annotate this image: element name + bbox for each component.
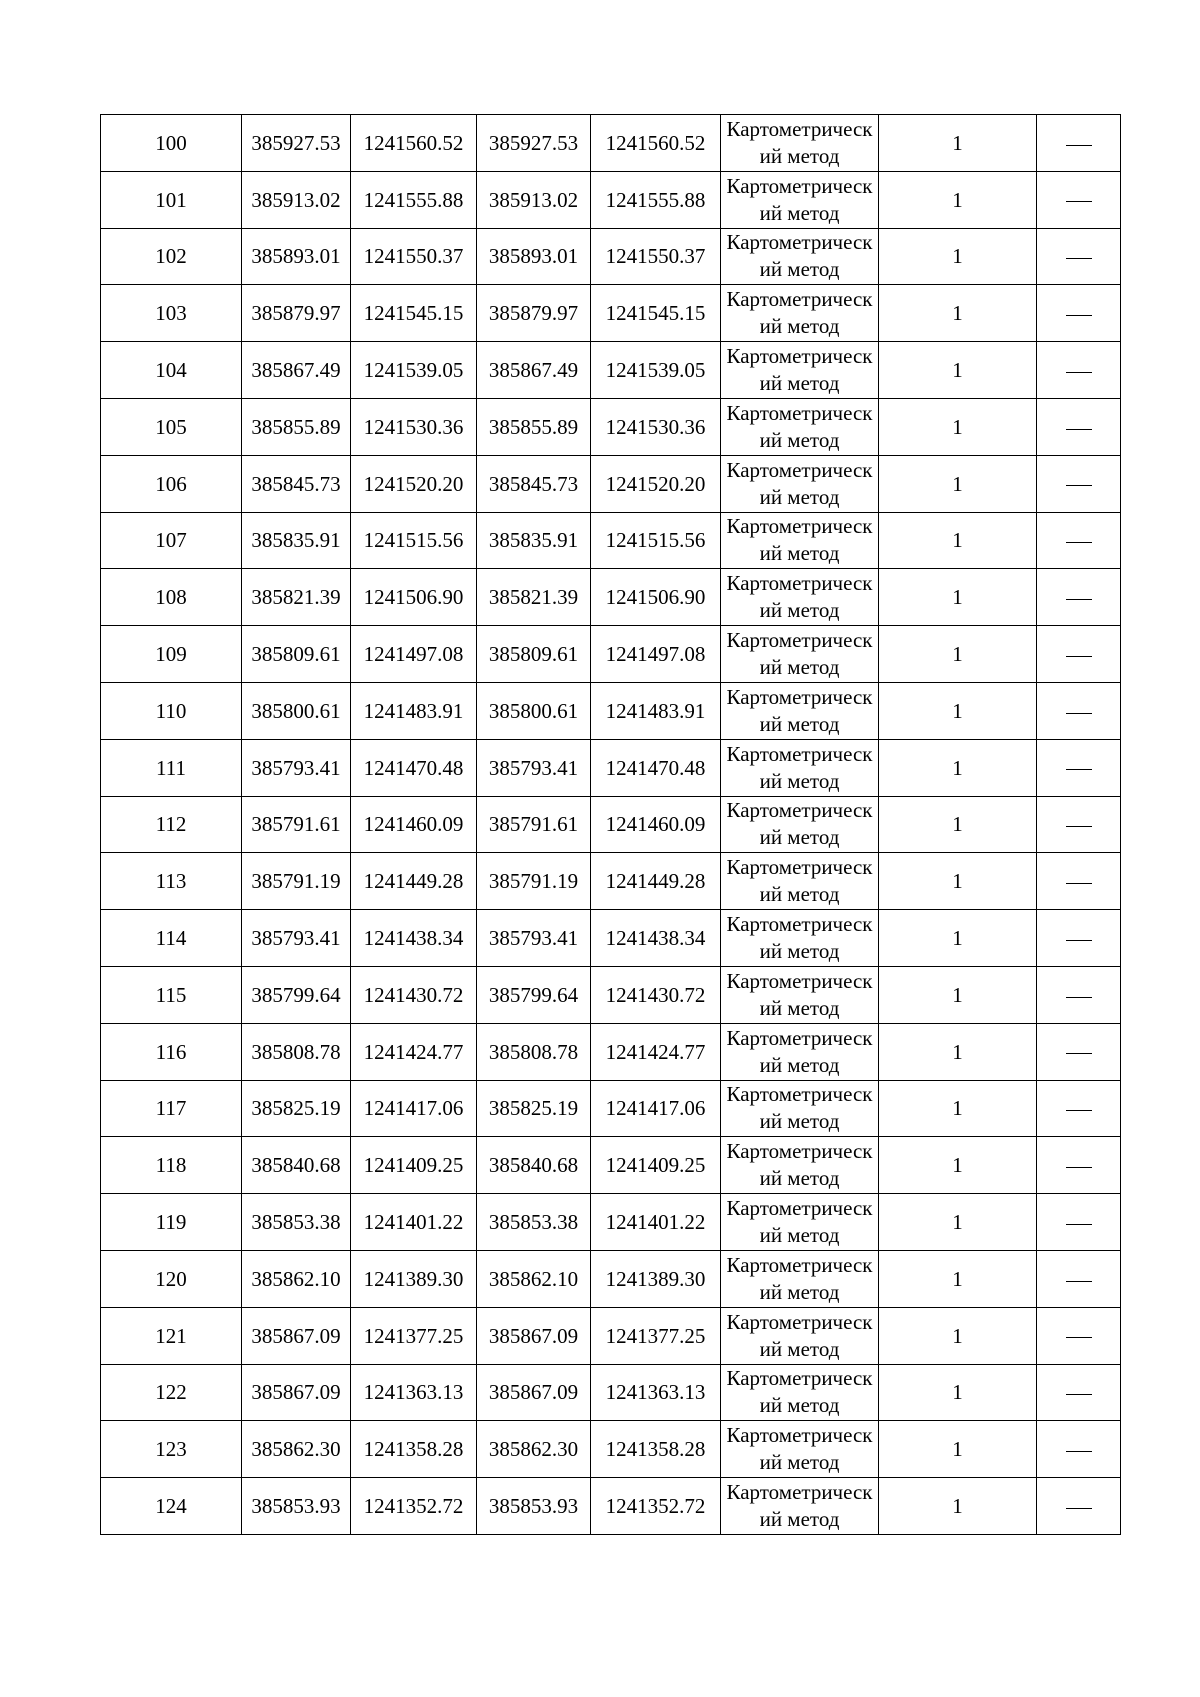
updated-y-coordinate-cell: 1241377.25 xyxy=(591,1307,721,1364)
existing-y-coordinate-cell: 1241449.28 xyxy=(351,853,477,910)
point-number-cell: 113 xyxy=(101,853,242,910)
dash-mark xyxy=(1066,485,1092,486)
note-cell xyxy=(1037,115,1121,172)
method-cell: Картометрический метод xyxy=(721,910,879,967)
dash-mark xyxy=(1066,769,1092,770)
existing-x-coordinate-cell: 385867.49 xyxy=(242,342,351,399)
table-row xyxy=(101,512,1121,569)
updated-x-coordinate-cell: 385855.89 xyxy=(477,398,591,455)
method-cell: Картометрический метод xyxy=(721,512,879,569)
dash-mark xyxy=(1066,883,1092,884)
method-cell: Картометрический метод xyxy=(721,455,879,512)
method-cell: Картометрический метод xyxy=(721,796,879,853)
accuracy-cell: 1 xyxy=(879,1364,1037,1421)
method-cell: Картометрический метод xyxy=(721,1194,879,1251)
existing-x-coordinate-cell: 385853.38 xyxy=(242,1194,351,1251)
note-cell xyxy=(1037,228,1121,285)
method-cell: Картометрический метод xyxy=(721,853,879,910)
note-cell xyxy=(1037,569,1121,626)
updated-x-coordinate-cell: 385853.93 xyxy=(477,1478,591,1535)
note-cell xyxy=(1037,455,1121,512)
existing-y-coordinate-cell: 1241401.22 xyxy=(351,1194,477,1251)
note-cell xyxy=(1037,796,1121,853)
updated-y-coordinate-cell: 1241555.88 xyxy=(591,171,721,228)
updated-y-coordinate-cell: 1241539.05 xyxy=(591,342,721,399)
existing-x-coordinate-cell: 385862.10 xyxy=(242,1250,351,1307)
accuracy-cell: 1 xyxy=(879,285,1037,342)
accuracy-cell: 1 xyxy=(879,512,1037,569)
point-number-cell: 123 xyxy=(101,1421,242,1478)
point-number-cell: 118 xyxy=(101,1137,242,1194)
accuracy-cell: 1 xyxy=(879,171,1037,228)
point-number-cell: 105 xyxy=(101,398,242,455)
note-cell xyxy=(1037,1023,1121,1080)
updated-y-coordinate-cell: 1241449.28 xyxy=(591,853,721,910)
updated-y-coordinate-cell: 1241438.34 xyxy=(591,910,721,967)
accuracy-cell: 1 xyxy=(879,739,1037,796)
updated-y-coordinate-cell: 1241530.36 xyxy=(591,398,721,455)
point-number-cell: 112 xyxy=(101,796,242,853)
table-row xyxy=(101,1421,1121,1478)
updated-x-coordinate-cell: 385825.19 xyxy=(477,1080,591,1137)
table-row xyxy=(101,966,1121,1023)
note-cell xyxy=(1037,910,1121,967)
accuracy-cell: 1 xyxy=(879,455,1037,512)
note-cell xyxy=(1037,1137,1121,1194)
accuracy-cell: 1 xyxy=(879,1194,1037,1251)
table-row xyxy=(101,626,1121,683)
existing-x-coordinate-cell: 385791.19 xyxy=(242,853,351,910)
table-row xyxy=(101,1307,1121,1364)
method-cell: Картометрический метод xyxy=(721,398,879,455)
table-row xyxy=(101,171,1121,228)
updated-x-coordinate-cell: 385800.61 xyxy=(477,682,591,739)
updated-y-coordinate-cell: 1241545.15 xyxy=(591,285,721,342)
note-cell xyxy=(1037,626,1121,683)
existing-y-coordinate-cell: 1241358.28 xyxy=(351,1421,477,1478)
note-cell xyxy=(1037,1080,1121,1137)
updated-x-coordinate-cell: 385809.61 xyxy=(477,626,591,683)
dash-mark xyxy=(1066,542,1092,543)
existing-y-coordinate-cell: 1241545.15 xyxy=(351,285,477,342)
table-row xyxy=(101,1080,1121,1137)
point-number-cell: 107 xyxy=(101,512,242,569)
table-row xyxy=(101,1137,1121,1194)
accuracy-cell: 1 xyxy=(879,1307,1037,1364)
method-cell: Картометрический метод xyxy=(721,115,879,172)
method-cell: Картометрический метод xyxy=(721,342,879,399)
existing-y-coordinate-cell: 1241560.52 xyxy=(351,115,477,172)
existing-y-coordinate-cell: 1241460.09 xyxy=(351,796,477,853)
table-row xyxy=(101,1023,1121,1080)
existing-y-coordinate-cell: 1241515.56 xyxy=(351,512,477,569)
point-number-cell: 119 xyxy=(101,1194,242,1251)
updated-y-coordinate-cell: 1241352.72 xyxy=(591,1478,721,1535)
updated-x-coordinate-cell: 385791.19 xyxy=(477,853,591,910)
updated-y-coordinate-cell: 1241497.08 xyxy=(591,626,721,683)
accuracy-cell: 1 xyxy=(879,682,1037,739)
table-row xyxy=(101,115,1121,172)
note-cell xyxy=(1037,1421,1121,1478)
updated-x-coordinate-cell: 385793.41 xyxy=(477,739,591,796)
updated-x-coordinate-cell: 385835.91 xyxy=(477,512,591,569)
method-cell: Картометрический метод xyxy=(721,626,879,683)
accuracy-cell: 1 xyxy=(879,1478,1037,1535)
note-cell xyxy=(1037,682,1121,739)
dash-mark xyxy=(1066,315,1092,316)
method-cell: Картометрический метод xyxy=(721,1307,879,1364)
point-number-cell: 117 xyxy=(101,1080,242,1137)
existing-y-coordinate-cell: 1241506.90 xyxy=(351,569,477,626)
existing-x-coordinate-cell: 385808.78 xyxy=(242,1023,351,1080)
accuracy-cell: 1 xyxy=(879,342,1037,399)
updated-y-coordinate-cell: 1241520.20 xyxy=(591,455,721,512)
dash-mark xyxy=(1066,1337,1092,1338)
updated-x-coordinate-cell: 385867.09 xyxy=(477,1307,591,1364)
existing-y-coordinate-cell: 1241430.72 xyxy=(351,966,477,1023)
dash-mark xyxy=(1066,1451,1092,1452)
dash-mark xyxy=(1066,997,1092,998)
dash-mark xyxy=(1066,1167,1092,1168)
dash-mark xyxy=(1066,1224,1092,1225)
existing-x-coordinate-cell: 385821.39 xyxy=(242,569,351,626)
updated-y-coordinate-cell: 1241358.28 xyxy=(591,1421,721,1478)
dash-mark xyxy=(1066,599,1092,600)
method-cell: Картометрический метод xyxy=(721,739,879,796)
point-number-cell: 121 xyxy=(101,1307,242,1364)
existing-y-coordinate-cell: 1241363.13 xyxy=(351,1364,477,1421)
existing-y-coordinate-cell: 1241497.08 xyxy=(351,626,477,683)
existing-x-coordinate-cell: 385913.02 xyxy=(242,171,351,228)
existing-y-coordinate-cell: 1241483.91 xyxy=(351,682,477,739)
dash-mark xyxy=(1066,201,1092,202)
accuracy-cell: 1 xyxy=(879,1080,1037,1137)
table-row xyxy=(101,910,1121,967)
updated-y-coordinate-cell: 1241417.06 xyxy=(591,1080,721,1137)
method-cell: Картометрический метод xyxy=(721,1478,879,1535)
point-number-cell: 124 xyxy=(101,1478,242,1535)
updated-x-coordinate-cell: 385840.68 xyxy=(477,1137,591,1194)
table-row xyxy=(101,228,1121,285)
updated-y-coordinate-cell: 1241424.77 xyxy=(591,1023,721,1080)
table-row xyxy=(101,455,1121,512)
accuracy-cell: 1 xyxy=(879,626,1037,683)
existing-x-coordinate-cell: 385793.41 xyxy=(242,739,351,796)
updated-y-coordinate-cell: 1241550.37 xyxy=(591,228,721,285)
existing-x-coordinate-cell: 385799.64 xyxy=(242,966,351,1023)
updated-y-coordinate-cell: 1241460.09 xyxy=(591,796,721,853)
accuracy-cell: 1 xyxy=(879,228,1037,285)
table-row xyxy=(101,569,1121,626)
accuracy-cell: 1 xyxy=(879,966,1037,1023)
dash-mark xyxy=(1066,1508,1092,1509)
table-row xyxy=(101,796,1121,853)
updated-x-coordinate-cell: 385853.38 xyxy=(477,1194,591,1251)
existing-x-coordinate-cell: 385867.09 xyxy=(242,1364,351,1421)
point-number-cell: 102 xyxy=(101,228,242,285)
existing-x-coordinate-cell: 385809.61 xyxy=(242,626,351,683)
existing-y-coordinate-cell: 1241409.25 xyxy=(351,1137,477,1194)
dash-mark xyxy=(1066,145,1092,146)
table-row xyxy=(101,1364,1121,1421)
existing-x-coordinate-cell: 385927.53 xyxy=(242,115,351,172)
point-number-cell: 106 xyxy=(101,455,242,512)
point-number-cell: 104 xyxy=(101,342,242,399)
updated-y-coordinate-cell: 1241470.48 xyxy=(591,739,721,796)
existing-x-coordinate-cell: 385800.61 xyxy=(242,682,351,739)
accuracy-cell: 1 xyxy=(879,853,1037,910)
updated-y-coordinate-cell: 1241389.30 xyxy=(591,1250,721,1307)
table-row xyxy=(101,1478,1121,1535)
existing-y-coordinate-cell: 1241470.48 xyxy=(351,739,477,796)
method-cell: Картометрический метод xyxy=(721,285,879,342)
updated-y-coordinate-cell: 1241430.72 xyxy=(591,966,721,1023)
method-cell: Картометрический метод xyxy=(721,228,879,285)
note-cell xyxy=(1037,1194,1121,1251)
point-number-cell: 109 xyxy=(101,626,242,683)
existing-y-coordinate-cell: 1241438.34 xyxy=(351,910,477,967)
point-number-cell: 115 xyxy=(101,966,242,1023)
table-row xyxy=(101,739,1121,796)
table-row xyxy=(101,342,1121,399)
note-cell xyxy=(1037,739,1121,796)
dash-mark xyxy=(1066,1394,1092,1395)
note-cell xyxy=(1037,1478,1121,1535)
updated-y-coordinate-cell: 1241506.90 xyxy=(591,569,721,626)
table-row xyxy=(101,285,1121,342)
dash-mark xyxy=(1066,429,1092,430)
accuracy-cell: 1 xyxy=(879,115,1037,172)
dash-mark xyxy=(1066,1281,1092,1282)
dash-mark xyxy=(1066,1053,1092,1054)
point-number-cell: 111 xyxy=(101,739,242,796)
point-number-cell: 110 xyxy=(101,682,242,739)
existing-y-coordinate-cell: 1241520.20 xyxy=(351,455,477,512)
dash-mark xyxy=(1066,258,1092,259)
dash-mark xyxy=(1066,713,1092,714)
note-cell xyxy=(1037,512,1121,569)
existing-x-coordinate-cell: 385893.01 xyxy=(242,228,351,285)
accuracy-cell: 1 xyxy=(879,1137,1037,1194)
existing-y-coordinate-cell: 1241539.05 xyxy=(351,342,477,399)
updated-y-coordinate-cell: 1241409.25 xyxy=(591,1137,721,1194)
updated-x-coordinate-cell: 385867.09 xyxy=(477,1364,591,1421)
point-number-cell: 122 xyxy=(101,1364,242,1421)
existing-x-coordinate-cell: 385840.68 xyxy=(242,1137,351,1194)
point-number-cell: 116 xyxy=(101,1023,242,1080)
existing-y-coordinate-cell: 1241555.88 xyxy=(351,171,477,228)
point-number-cell: 101 xyxy=(101,171,242,228)
accuracy-cell: 1 xyxy=(879,910,1037,967)
dash-mark xyxy=(1066,940,1092,941)
method-cell: Картометрический метод xyxy=(721,569,879,626)
note-cell xyxy=(1037,342,1121,399)
updated-x-coordinate-cell: 385793.41 xyxy=(477,910,591,967)
note-cell xyxy=(1037,966,1121,1023)
updated-x-coordinate-cell: 385821.39 xyxy=(477,569,591,626)
note-cell xyxy=(1037,1250,1121,1307)
updated-x-coordinate-cell: 385791.61 xyxy=(477,796,591,853)
accuracy-cell: 1 xyxy=(879,1421,1037,1478)
existing-x-coordinate-cell: 385862.30 xyxy=(242,1421,351,1478)
table-row xyxy=(101,853,1121,910)
existing-x-coordinate-cell: 385835.91 xyxy=(242,512,351,569)
method-cell: Картометрический метод xyxy=(721,1023,879,1080)
existing-x-coordinate-cell: 385793.41 xyxy=(242,910,351,967)
updated-x-coordinate-cell: 385799.64 xyxy=(477,966,591,1023)
method-cell: Картометрический метод xyxy=(721,966,879,1023)
existing-y-coordinate-cell: 1241424.77 xyxy=(351,1023,477,1080)
existing-y-coordinate-cell: 1241530.36 xyxy=(351,398,477,455)
updated-x-coordinate-cell: 385862.30 xyxy=(477,1421,591,1478)
table-row xyxy=(101,398,1121,455)
method-cell: Картометрический метод xyxy=(721,1250,879,1307)
point-number-cell: 120 xyxy=(101,1250,242,1307)
existing-x-coordinate-cell: 385879.97 xyxy=(242,285,351,342)
updated-y-coordinate-cell: 1241401.22 xyxy=(591,1194,721,1251)
table-row xyxy=(101,682,1121,739)
updated-x-coordinate-cell: 385927.53 xyxy=(477,115,591,172)
accuracy-cell: 1 xyxy=(879,398,1037,455)
updated-x-coordinate-cell: 385808.78 xyxy=(477,1023,591,1080)
existing-y-coordinate-cell: 1241417.06 xyxy=(351,1080,477,1137)
note-cell xyxy=(1037,398,1121,455)
table-body xyxy=(101,115,1121,1535)
table-row xyxy=(101,1194,1121,1251)
dash-mark xyxy=(1066,826,1092,827)
updated-x-coordinate-cell: 385867.49 xyxy=(477,342,591,399)
existing-x-coordinate-cell: 385855.89 xyxy=(242,398,351,455)
accuracy-cell: 1 xyxy=(879,1250,1037,1307)
method-cell: Картометрический метод xyxy=(721,1421,879,1478)
existing-y-coordinate-cell: 1241389.30 xyxy=(351,1250,477,1307)
existing-y-coordinate-cell: 1241550.37 xyxy=(351,228,477,285)
coordinates-table xyxy=(100,114,1121,1535)
note-cell xyxy=(1037,1307,1121,1364)
dash-mark xyxy=(1066,372,1092,373)
accuracy-cell: 1 xyxy=(879,569,1037,626)
accuracy-cell: 1 xyxy=(879,1023,1037,1080)
accuracy-cell: 1 xyxy=(879,796,1037,853)
existing-x-coordinate-cell: 385845.73 xyxy=(242,455,351,512)
note-cell xyxy=(1037,853,1121,910)
method-cell: Картометрический метод xyxy=(721,1137,879,1194)
note-cell xyxy=(1037,171,1121,228)
updated-x-coordinate-cell: 385913.02 xyxy=(477,171,591,228)
point-number-cell: 103 xyxy=(101,285,242,342)
method-cell: Картометрический метод xyxy=(721,1080,879,1137)
existing-x-coordinate-cell: 385825.19 xyxy=(242,1080,351,1137)
updated-y-coordinate-cell: 1241363.13 xyxy=(591,1364,721,1421)
existing-x-coordinate-cell: 385853.93 xyxy=(242,1478,351,1535)
point-number-cell: 100 xyxy=(101,115,242,172)
point-number-cell: 114 xyxy=(101,910,242,967)
existing-x-coordinate-cell: 385791.61 xyxy=(242,796,351,853)
note-cell xyxy=(1037,1364,1121,1421)
method-cell: Картометрический метод xyxy=(721,1364,879,1421)
updated-y-coordinate-cell: 1241560.52 xyxy=(591,115,721,172)
existing-y-coordinate-cell: 1241377.25 xyxy=(351,1307,477,1364)
updated-y-coordinate-cell: 1241483.91 xyxy=(591,682,721,739)
point-number-cell: 108 xyxy=(101,569,242,626)
dash-mark xyxy=(1066,1110,1092,1111)
updated-y-coordinate-cell: 1241515.56 xyxy=(591,512,721,569)
method-cell: Картометрический метод xyxy=(721,682,879,739)
updated-x-coordinate-cell: 385893.01 xyxy=(477,228,591,285)
existing-y-coordinate-cell: 1241352.72 xyxy=(351,1478,477,1535)
note-cell xyxy=(1037,285,1121,342)
dash-mark xyxy=(1066,656,1092,657)
existing-x-coordinate-cell: 385867.09 xyxy=(242,1307,351,1364)
method-cell: Картометрический метод xyxy=(721,171,879,228)
updated-x-coordinate-cell: 385845.73 xyxy=(477,455,591,512)
updated-x-coordinate-cell: 385879.97 xyxy=(477,285,591,342)
table-row xyxy=(101,1250,1121,1307)
updated-x-coordinate-cell: 385862.10 xyxy=(477,1250,591,1307)
